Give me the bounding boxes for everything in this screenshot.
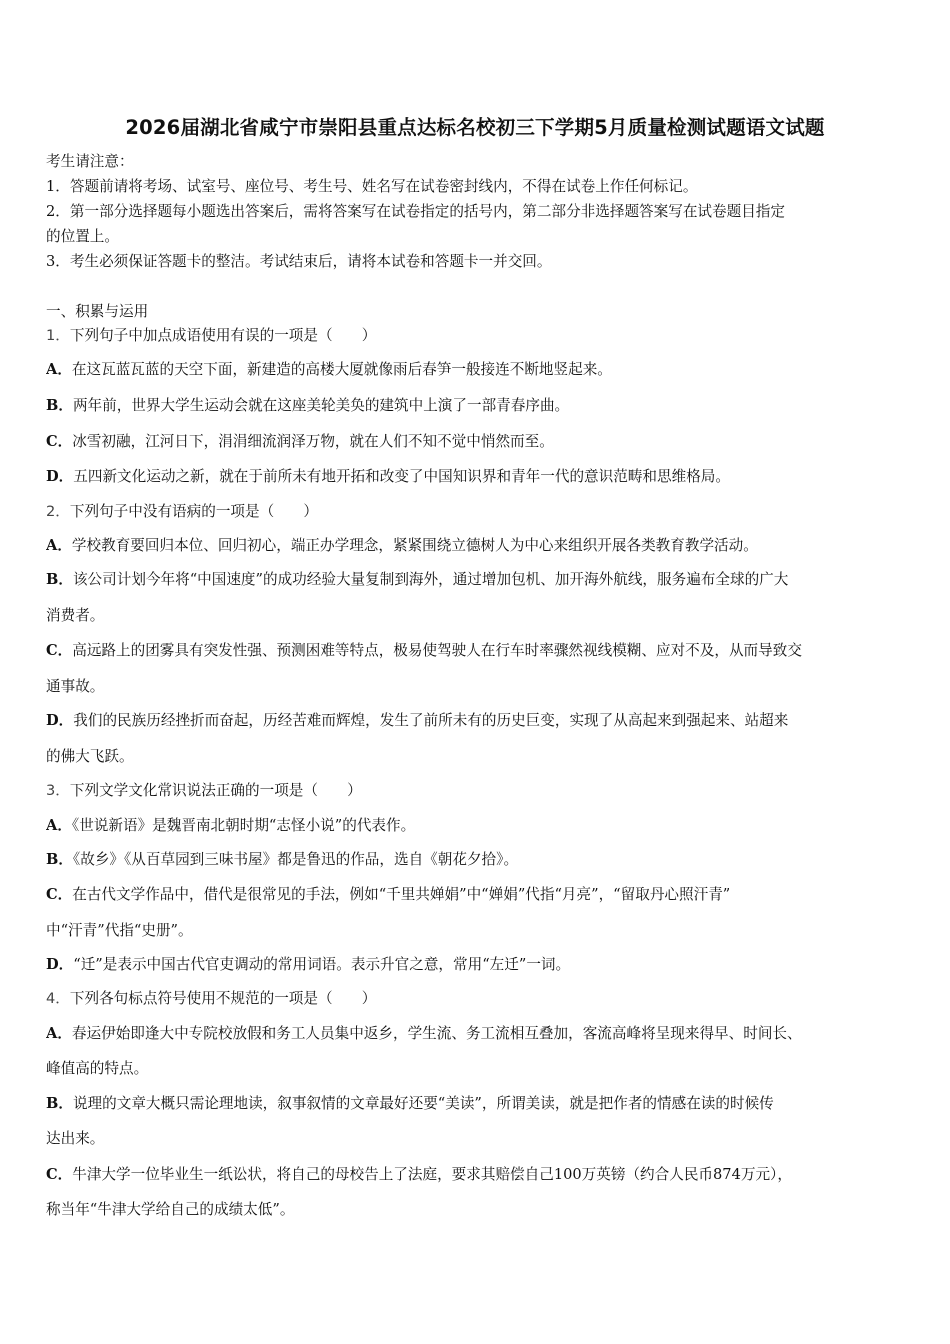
- option-text: “迁”是表示中国古代官吏调动的常用词语。表示升官之意，常用“左迁”一词。: [73, 956, 571, 973]
- option-text: 说理的文章大概只需论理地读，叙事叙情的文章最好还要“美读”，所谓美读，就是把作者的情感在读的时候传: [72, 1095, 774, 1112]
- option-text: 在古代文学作品中，借代是很常见的手法，例如“千里共婵娟”中“婵娟”代指“月亮”，“留取丹心照汗青”: [72, 886, 731, 903]
- option-text: 《世说新语》是魏晋南北朝时期“志怪小说”的代表作。: [71, 817, 416, 834]
- option-text: 五四新文化运动之新，就在于前所未有地开拓和改变了中国知识界和青年一代的意识范畴和思维格局。: [73, 468, 730, 485]
- question-text: 下列各句标点符号使用不规范的一项是（ ）: [69, 990, 377, 1007]
- notice-item: 1．答题前请将考场、试室号、座位号、考生号、姓名写在试卷密封线内，不得在试卷上作任何标记。: [46, 178, 698, 195]
- question-text: 下列句子中加点成语使用有误的一项是（ ）: [69, 327, 377, 344]
- option: [46, 570, 912, 590]
- option: [46, 711, 912, 731]
- option-text: 两年前，世界大学生运动会就在这座美轮美奂的建筑中上演了一部青春序曲。: [72, 397, 570, 414]
- notice-item: 的位置上。: [46, 228, 119, 245]
- option-text: 该公司计划今年将“中国速度”的成功经验大量复制到海外，通过增加包机、加开海外航线，服务遍布全球的广大: [72, 571, 789, 588]
- option: [46, 1094, 912, 1114]
- question-stem: [46, 326, 912, 346]
- notice-heading: 考生请注意：: [46, 153, 134, 170]
- option-text: 牛津大学一位毕业生一纸讼状，将自己的母校告上了法庭，要求其赔偿自己100万英镑（约合人民币874万元），: [72, 1166, 792, 1183]
- notice-item: 3．考生必须保证答题卡的整洁。考试结束后，请将本试卷和答题卡一并交回。: [46, 253, 552, 270]
- question-stem: [46, 502, 912, 522]
- option-continuation: 消费者。: [46, 607, 105, 624]
- option-letter: D．: [46, 712, 74, 729]
- option-letter: C．: [46, 1166, 73, 1183]
- question-number: 2．: [46, 503, 70, 520]
- option-letter: B．: [46, 571, 73, 588]
- option-letter: C．: [46, 433, 73, 450]
- option-continuation: 通事故。: [46, 678, 105, 695]
- option-text: 学校教育要回归本位、回归初心，端正办学理念，紧紧围绕立德树人为中心来组织开展各类教育教学活动。: [71, 537, 758, 554]
- option-continuation: 峰值高的特点。: [46, 1060, 149, 1077]
- option: [46, 816, 912, 836]
- option-letter: B．: [46, 1095, 73, 1112]
- question-number: 4．: [46, 990, 70, 1007]
- question-stem: [46, 781, 912, 801]
- option-text: 春运伊始即逢大中专院校放假和务工人员集中返乡，学生流、务工流相互叠加，客流高峰将呈现来得早、时间长、: [71, 1025, 802, 1042]
- option: [46, 396, 912, 416]
- option-letter: A．: [46, 361, 72, 378]
- page-title: 2026届湖北省咸宁市崇阳县重点达标名校初三下学期5月质量检测试题语文试题: [125, 116, 825, 139]
- section-heading: 一、积累与运用: [46, 303, 149, 320]
- option-text: 《故乡》《从百草园到三味书屋》都是鲁迅的作品，选自《朝花夕拾》。: [72, 851, 519, 868]
- option-continuation: 的佛大飞跃。: [46, 748, 134, 765]
- option-text: 冰雪初融，江河日下，涓涓细流润泽万物，就在人们不知不觉中悄然而至。: [72, 433, 554, 450]
- option-continuation: 达出来。: [46, 1130, 105, 1147]
- option-letter: D．: [46, 956, 74, 973]
- question-stem: [46, 989, 912, 1009]
- option-continuation: 中“汗青”代指“史册”。: [46, 922, 193, 939]
- question-number: 1．: [46, 327, 70, 344]
- option-continuation: 称当年“牛津大学给自己的成绩太低”。: [46, 1201, 295, 1218]
- notice-item: 2．第一部分选择题每小题选出答案后，需将答案写在试卷指定的括号内，第二部分非选择题答案写在试卷题目指定: [46, 203, 785, 220]
- option: [46, 467, 912, 487]
- option: [46, 1165, 912, 1185]
- option-letter: B．: [46, 851, 73, 868]
- option-text: 高远路上的团雾具有突发性强、预测困难等特点，极易使驾驶人在行车时率骤然视线模糊、应对不及，从而导致交: [72, 642, 802, 659]
- option: [46, 885, 912, 905]
- option-letter: C．: [46, 642, 73, 659]
- option-letter: D．: [46, 468, 74, 485]
- option: [46, 432, 912, 452]
- question-text: 下列句子中没有语病的一项是（ ）: [69, 503, 318, 520]
- option: [46, 360, 912, 380]
- option: [46, 850, 912, 870]
- option: [46, 641, 912, 661]
- option-letter: A．: [46, 817, 72, 834]
- option-letter: A．: [46, 1025, 72, 1042]
- option: [46, 536, 912, 556]
- option-letter: C．: [46, 886, 73, 903]
- question-number: 3．: [46, 782, 70, 799]
- option: [46, 955, 912, 975]
- option-text: 我们的民族历经挫折而奋起，历经苦难而辉煌，发生了前所未有的历史巨变，实现了从高起来到强起来、站超来: [73, 712, 789, 729]
- option-letter: A．: [46, 537, 72, 554]
- option: [46, 1024, 912, 1044]
- option-letter: B．: [46, 397, 73, 414]
- option-text: 在这瓦蓝瓦蓝的天空下面，新建造的高楼大厦就像雨后春笋一般接连不断地竖起来。: [71, 361, 612, 378]
- question-text: 下列文学文化常识说法正确的一项是（ ）: [69, 782, 362, 799]
